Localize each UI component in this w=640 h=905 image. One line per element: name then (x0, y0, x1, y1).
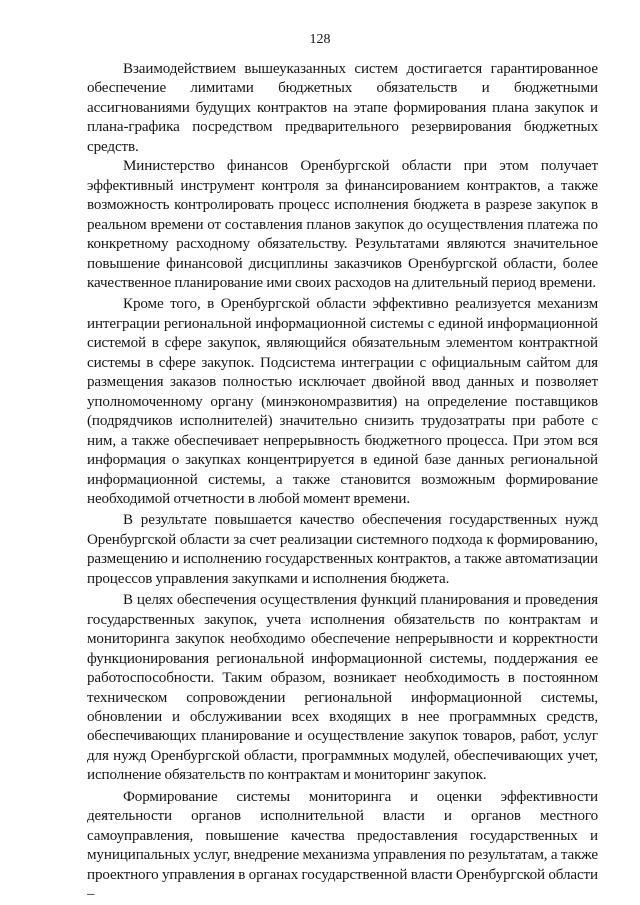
page-number: 128 (309, 32, 331, 47)
body-text (87, 60, 598, 904)
paragraph-2: Министерство финансов Оренбургской области при этом получает эффективный инструмент контроля за финансированием контрактов, а также возможность контролировать процесс исполнения бюджета в разрезе закупок в реальном времени от составления планов закупок до осуществления платежа по конкретному расходному обязательству. Результатами являются значительное повышение финансовой дисциплины заказчиков Оренбургской области, более качественное планирование ими своих расходов на длительный период времени. (87, 158, 598, 291)
paragraph-1: Взаимодействием вышеуказанных систем достигается гарантированное обеспечение лимитами бюджетных обязательств и бюджетными ассигнованиями будущих контрактов на этапе формирования плана закупок и плана-графика посредством предварительного резервирования бюджетных средств. (87, 61, 598, 155)
paragraph-5: В целях обеспечения осуществления функций планирования и проведения государственных закупок, учета исполнения обязательств по контрактам и мониторинга закупок необходимо обеспечение непрерывности и корректности функционирования региональной информационной системы, поддержания ее работоспособности. Таким образом, возникает необходимость в постоянном техническом сопровождении региональной информационной системы, обновлении и обслуживании всех входящих в нее программных средств, обеспечивающих планирование и осуществление закупок товаров, работ, услуг для нужд Оренбургской области, программных модулей, обеспечивающих учет, исполнение обязательств по контрактам и мониторинг закупок. (87, 592, 598, 784)
paragraph-3: Кроме того, в Оренбургской области эффективно реализуется механизм интеграции региональной информационной системы с единой информационной системой в сфере закупок, являющийся обязательным элементом контрактной системы в сфере закупок. Подсистема интеграции с официальным сайтом для размещения заказов полностью исключает двойной ввод данных и позволяет уполномоченному органу (минэкономразвития) на определение поставщиков (подрядчиков исполнителей) значительно снизить трудозатраты при работе с ним, а также обеспечивает непрерывность бюджетного процесса. При этом вся информация о закупках концентрируется в единой базе данных региональной информационной системы, а также становится возможным формирование необходимой отчетности в любой момент времени. (87, 296, 598, 507)
paragraph-4: В результате повышается качество обеспечения государственных нужд Оренбургской области за счет реализации системного подхода к формированию, размещению и исполнению государственных контрактов, а также автоматизации процессов управления закупками и исполнения бюджета. (87, 512, 598, 587)
paragraph-6: Формирование системы мониторинга и оценки эффективности деятельности органов исполнительной власти и органов местного самоуправления, повышение качества предоставления государственных и муниципальных услуг, внедрение механизма управления по результатам, а также проектного управления в органах государственной власти Оренбургской области – (87, 788, 598, 903)
